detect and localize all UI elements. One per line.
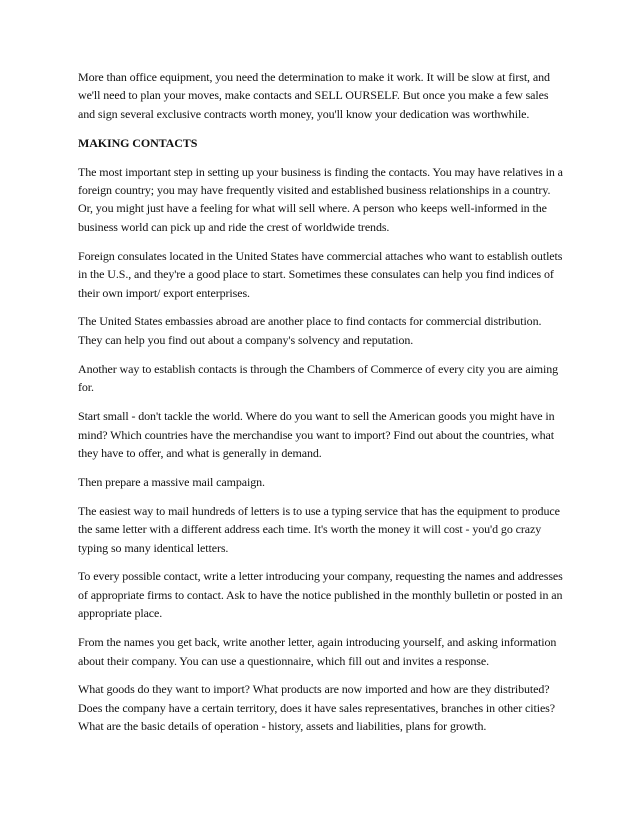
- paragraph: What goods do they want to import? What products are now imported and how are they distributed? Does the company have a certain territory, does it have sales representatives, branches in other cities? What are the basic details of operation - history, assets and liabilities, plans for growth.: [78, 682, 555, 734]
- document-body: [78, 68, 564, 746]
- section-heading: MAKING CONTACTS: [78, 135, 198, 150]
- paragraph: Foreign consulates located in the United States have commercial attaches who want to establish outlets in the U.S., and they're a good place to start. Sometimes these consulates can help you find indices of their own import/ export enterprises.: [78, 248, 563, 300]
- paragraph: From the names you get back, write another letter, again introducing yourself, and asking information about their company. You can use a questionnaire, which fill out and invites a response.: [78, 635, 557, 668]
- paragraph: Another way to establish contacts is through the Chambers of Commerce of every city you are aiming for.: [78, 361, 559, 395]
- paragraph: The United States embassies abroad are another place to find contacts for commercial distribution. They can help you find out about a company's solvency and reputation.: [78, 314, 542, 347]
- paragraph: Start small - don't tackle the world. Where do you want to sell the American goods you might have in mind? Which countries have the merchandise you want to import? Find out about the countries, what they have to offer, and what is generally in demand.: [78, 409, 555, 460]
- paragraph: The most important step in setting up your business is finding the contacts. You may have relatives in a foreign country; you may have frequently visited and established business relationships in a country. Or, you might just have a feeling for what will sell where. A person who keeps well-informed in the business world can pick up and ride the crest of worldwide trends.: [78, 164, 563, 234]
- paragraph: Then prepare a massive mail campaign.: [78, 474, 265, 489]
- paragraph: To every possible contact, write a letter introducing your company, requesting the names and addresses of appropriate firms to contact. Ask to have the notice published in the monthly bulletin or posted in an appropriate place.: [78, 569, 563, 621]
- paragraph-intro: More than office equipment, you need the determination to make it work. It will be slow at first, and we'll need to plan your moves, make contacts and SELL OURSELF. But once you make a few sales and sign several exclusive contracts worth money, you'll know your dedication was worthwhile.: [78, 70, 550, 121]
- paragraph: The easiest way to mail hundreds of letters is to use a typing service that has the equipment to produce the same letter with a different address each time. It's worth the money it will cost - you'd go crazy typing so many identical letters.: [78, 503, 560, 555]
